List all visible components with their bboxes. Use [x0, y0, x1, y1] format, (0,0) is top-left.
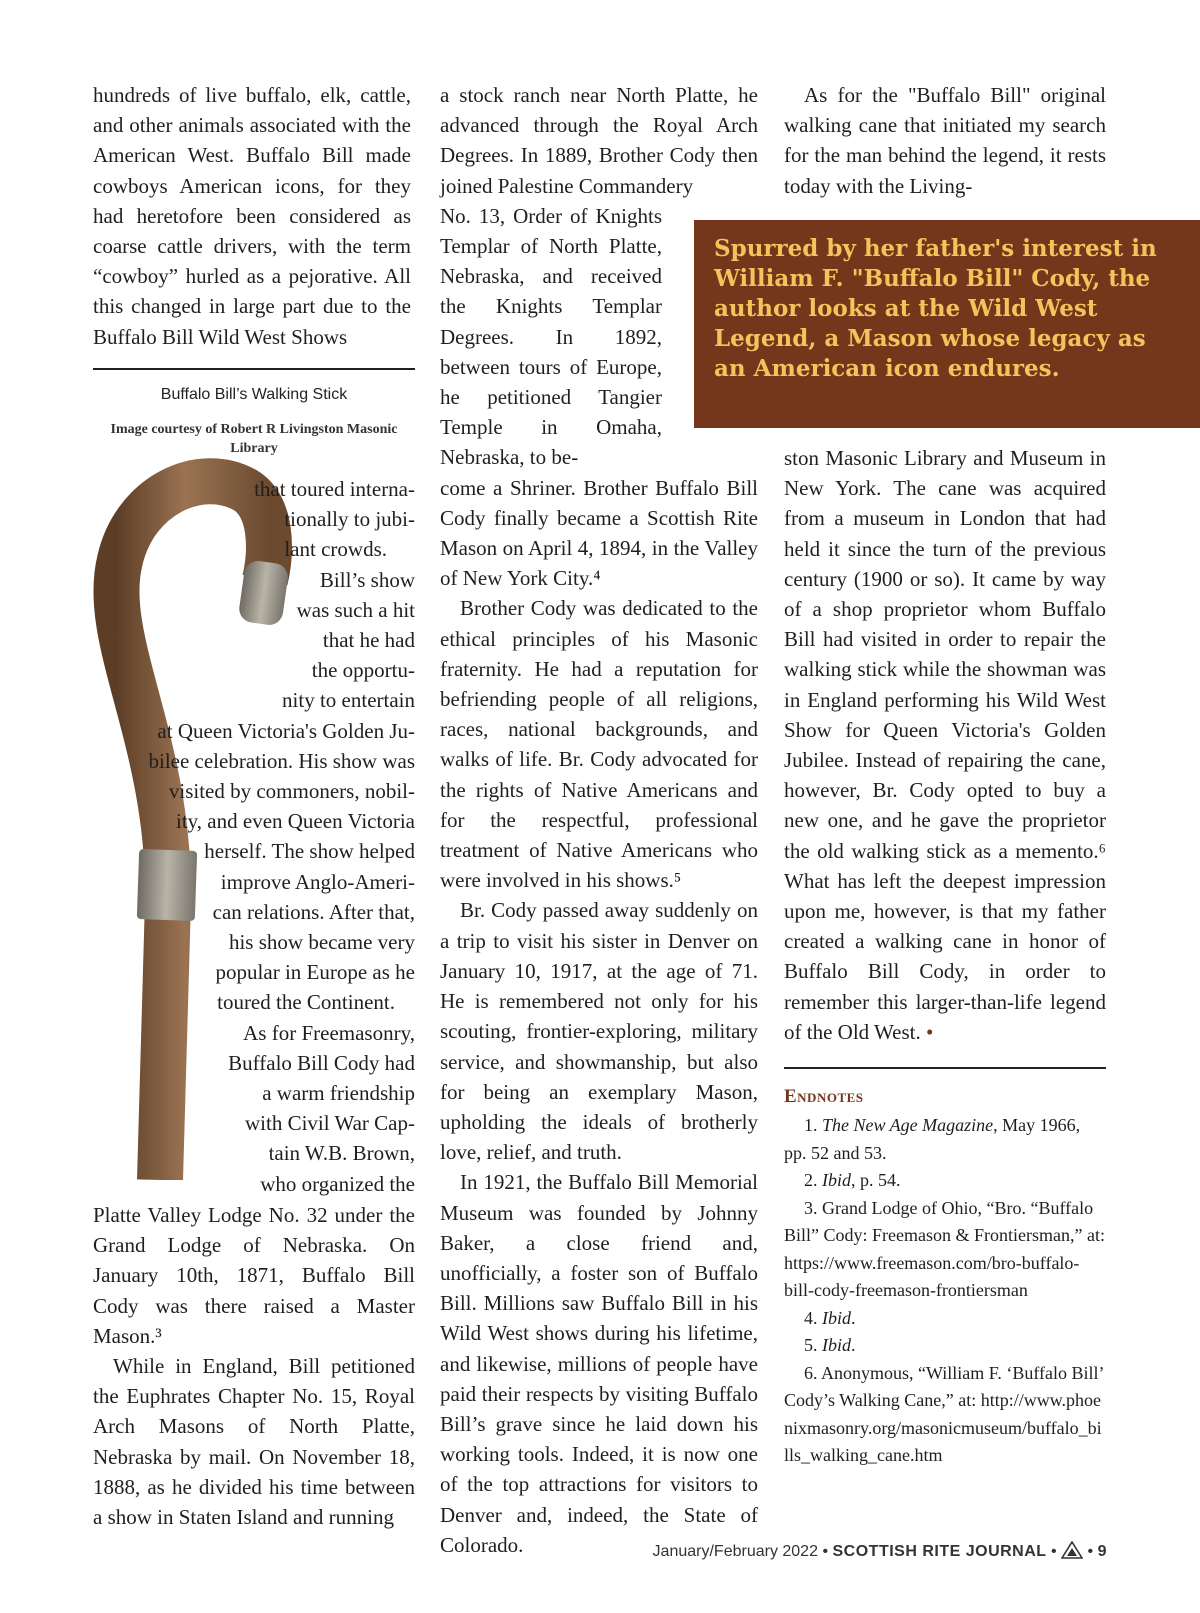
col3-paragraph: As for the "Buffalo Bill" original walking cane that initiated my search for the man behind the legend, it rests today with the Living-	[784, 83, 1106, 198]
end-bullet: •	[926, 1019, 934, 1044]
col1-paragraph: Platte Valley Lodge No. 32 under the Grand Lodge of Nebraska. On January 10th, 1871, Buffalo Bill Cody was there raised a Master Mason.³	[93, 1203, 415, 1348]
col1-paragraph: hundreds of live buffalo, elk, cattle, and other animals associated with the American West. Buffalo Bill made cowboys American icons, for they had heretofore been considered as coarse cattle drivers, with the term “cowboy” hurled as a pejorative. All this changed in large part due to the Buffalo Bill Wild West Shows	[93, 83, 411, 349]
wrap-line: that toured interna-	[254, 477, 415, 501]
endnote-text: .	[851, 1335, 856, 1355]
masonic-emblem-icon	[1061, 1541, 1083, 1559]
col2-paragraph: a stock ranch near North Platte, he advanced through the Royal Arch Degrees. In 1889, Brother Cody then joined Palestine Commandery	[440, 83, 758, 198]
endnote-italic: The New Age Magazine	[822, 1115, 994, 1135]
wrap-line: tain W.B. Brown,	[268, 1141, 415, 1166]
wrap-line: ity, and even Queen Victoria	[176, 809, 415, 834]
wrap-line: was such a hit	[296, 597, 415, 622]
col3-paragraph-text: ston Masonic Library and Museum in New York. The cane was acquired from a museum in London that had held it since the turn of the previous century (1900 or so). It came by way of a shop proprietor whom Buffalo Bill had visited in order to repair the walking stick while the showman was in England performing his Wild West Show for Queen Victoria's Golden Jubilee. Instead of repairing the cane, however, Br. Cody opted to buy a new one, and he gave the proprietor the old walking stick as a memento.⁶ What has left the deepest impression upon me, however, is that my father created a walking cane in honor of Buffalo Bill Cody, in order to remember this larger-than-life legend of the Old West.	[784, 446, 1106, 1044]
endnote-italic: Ibid	[822, 1170, 851, 1190]
endnote-italic: Ibid	[822, 1335, 851, 1355]
endnote-text: .	[851, 1307, 856, 1328]
journal-name: SCOTTISH RITE JOURNAL	[832, 1543, 1047, 1560]
wrap-line: can relations. After that,	[212, 899, 415, 924]
endnote-text: Anonymous, “William F. ‘Buffalo Bill’ Cody’s Walking Cane,” at: http://www.phoenixmasonry.org/masonicmuseum/buffalo_bills_walking_cane.htm	[784, 1362, 1104, 1465]
wrap-line: Bill’s show	[319, 567, 415, 592]
col2-paragraph: In 1921, the Buffalo Bill Memorial Museum was founded by Johnny Baker, a close friend and, unofficially, a foster son of Buffalo Bill. Millions saw Buffalo Bill in his Wild West shows during his lifetime, and likewise, millions of people have paid their respects by visiting Buffalo Bill’s grave since he laid down his working tools. Indeed, it is now one of the top attractions for visitors to Denver and, indeed, the State of Colorado.	[440, 1170, 758, 1557]
wrap-line: Buffalo Bill Cody had	[228, 1050, 415, 1075]
endnote-number: 5.	[804, 1335, 822, 1355]
wrap-line: a warm friendship	[262, 1081, 415, 1106]
wrap-line: who organized the	[260, 1171, 415, 1196]
wrap-line: lant crowds.	[284, 537, 387, 562]
endnote-italic: Ibid	[822, 1307, 851, 1328]
endnote-item	[784, 1195, 1106, 1305]
endnote-item	[784, 1167, 1106, 1195]
footer-separator: •	[822, 1543, 829, 1560]
endnote-number: 6.	[804, 1362, 822, 1383]
col1-paragraph: While in England, Bill petitioned the Euphrates Chapter No. 15, Royal Arch Masons of North Platte, Nebraska by mail. On November 18, 1888, as he divided his time between a show in Staten Island and running	[93, 1354, 415, 1530]
column-3-lower	[784, 443, 1106, 1047]
column-1-bottom	[93, 1200, 415, 1532]
wrap-line: his show became very	[228, 930, 415, 955]
wrap-line: toured the Continent.	[217, 990, 395, 1015]
page-footer	[653, 1541, 1107, 1561]
wrap-line: visited by commoners, nobil-	[168, 779, 415, 804]
endnote-item	[784, 1332, 1106, 1360]
wrap-line: bilee celebration. His show was	[148, 748, 415, 773]
col2-paragraph: Br. Cody passed away suddenly on a trip to visit his sister in Denver on January 10, 1917, at the age of 71. He is remembered not only for his scouting, frontier-exploring, military service, and showmanship, but also for being an exemplary Mason, upholding the ideals of brotherly love, relief, and truth.	[440, 898, 758, 1165]
wrap-line: improve Anglo-Ameri-	[220, 869, 415, 894]
footer-separator: •	[1051, 1543, 1057, 1560]
pull-quote-callout: Spurred by her father's interest in William F. "Buffalo Bill" Cody, the author looks at the Wild West Legend, a Mason whose legacy as an American icon endures.	[694, 220, 1200, 428]
endnote-item	[784, 1360, 1106, 1470]
endnote-number: 3.	[804, 1197, 822, 1218]
wrap-line: that he had	[322, 628, 415, 653]
endnote-number: 2.	[804, 1170, 822, 1190]
column-1-intro	[93, 80, 411, 352]
wrap-line: herself. The show helped	[204, 839, 415, 864]
wrap-line: at Queen Victoria's Golden Ju-	[157, 718, 415, 743]
wrap-line: the opportu-	[311, 658, 415, 683]
caption-rule	[93, 368, 415, 370]
endnote-item	[784, 1305, 1106, 1333]
wrap-line: As for Freemasonry,	[243, 1020, 415, 1045]
wrap-line: tionally to jubi-	[284, 507, 415, 532]
caption-credit: Image courtesy of Robert R Livingston Masonic Library	[110, 422, 398, 456]
endnotes-title: Endnotes	[784, 1086, 864, 1107]
footer-separator: •	[1087, 1543, 1094, 1560]
col2-paragraph: come a Shriner. Brother Buffalo Bill Cody finally became a Scottish Rite Mason on April 4, 1894, in the Valley of New York City.⁴	[440, 475, 758, 591]
issue-date: January/February 2022	[652, 1543, 818, 1560]
endnote-item	[784, 1112, 1106, 1167]
caption-title: Buffalo Bill’s Walking Stick	[160, 386, 348, 403]
col2-paragraph: Brother Cody was dedicated to the ethical principles of his Masonic fraternity. He had a reputation for befriending people of all religions, races, national backgrounds, and walks of life. Br. Cody advocated for the rights of Native Americans and for the respectful, professional treatment of Native Americans who were involved in his shows.⁵	[440, 596, 758, 893]
wrap-line: nity to entertain	[282, 688, 415, 713]
endnote-text: Grand Lodge of Ohio, “Bro. “Buffalo Bill” Cody: Freemason & Frontiersman,” at: https://www.freemason.com/bro-buffalo-bill-cody-freemason-frontiersman	[784, 1197, 1105, 1300]
col3-paragraph	[784, 443, 1106, 1047]
wrap-line: with Civil War Cap-	[245, 1111, 415, 1136]
col2-paragraph-narrow: No. 13, Order of Knights Templar of North Platte, Nebraska, and received the Knights Templar Degrees. In 1892, between tours of Europe, he petitioned Tangier Temple in Omaha, Nebraska, to be-	[440, 203, 662, 470]
endnotes-rule	[784, 1067, 1106, 1069]
column-1-wrap-text	[93, 474, 415, 1199]
wrap-line: popular in Europe as he	[215, 960, 415, 985]
endnote-number: 1.	[804, 1115, 822, 1135]
endnotes-list	[784, 1112, 1106, 1470]
endnote-text: , p. 54.	[851, 1170, 901, 1190]
column-3-upper	[784, 80, 1106, 201]
endnote-number: 4.	[804, 1307, 822, 1328]
page-number: 9	[1097, 1543, 1107, 1560]
endnote-text: , May 1966, pp. 52 and 53.	[784, 1115, 1081, 1163]
